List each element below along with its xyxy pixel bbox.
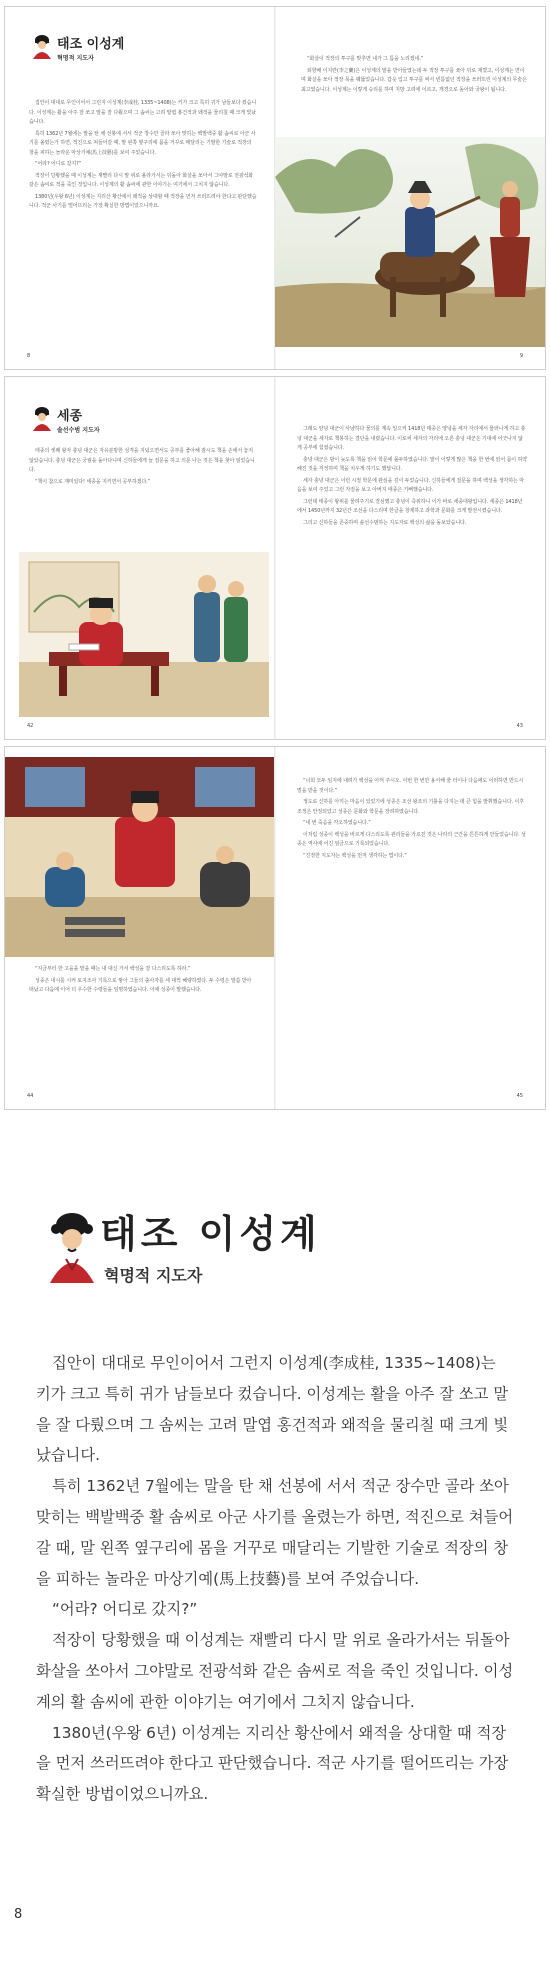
spread3-left-page [5, 747, 275, 1109]
paragraph: 1380년(우왕 6년) 이성계는 지리산 황산에서 왜적을 상대할 때 적장을 먼저 쓰러뜨려야 한다고 판단했습니다. 적군 사기를 떨어뜨리는 가장 확실한 방법이었으니까요. [29, 193, 257, 209]
spread2-title: 세종 [57, 409, 83, 424]
spread2-right-page [275, 377, 545, 739]
spread3-left-text [29, 965, 257, 998]
page-number: 44 [27, 1093, 34, 1099]
page-number: 9 [519, 353, 523, 359]
paragraph: 집안이 대대로 무인이어서 그런지 이성계(李成桂, 1335~1408)는 키가 크고 특히 귀가 남들보다 컸습니다. 이성계는 활을 아주 잘 쏘고 말을 잘 다뤘으며 그 솜씨는 고려 말엽 홍건적과 왜적을 물리칠 때 크게 빛났습니다. [29, 100, 257, 125]
paragraph: “지금부터 한 고을을 맡을 때는 내 대신 가서 백성을 잘 다스리도록 하라.” [35, 966, 191, 972]
spread3-right-page [275, 747, 545, 1109]
paragraph: 특히 1362년 7월에는 말을 탄 채 선봉에 서서 적군 장수만 골라 쏘아 맞히는 백발백중 활 솜씨로 아군 사기를 올렸는가 하면, 적진으로 쳐들어갈 때, 말 왼쪽 옆구리에 몸을 거꾸로 매달리는 기발한 기술로 적장의 창을 피하는 놀라운 마상기예(馬上技藝)를 보여 주었습니다. [29, 130, 256, 156]
spread3-right-text [297, 777, 527, 863]
paragraph: 정도로 신하를 아끼는 마음이 있었기에 성종은 조선 왕조의 기틀을 다지는 데 큰 힘을 발휘했습니다. 이후 조정은 안정되었고 성종은 문화와 학문을 장려하였습니다. [297, 799, 525, 815]
page-number: 8 [27, 353, 31, 359]
page-number: 43 [516, 723, 523, 729]
paragraph: “네 번 죽음을 각오하였습니다.” [303, 820, 371, 826]
paragraph: 집안이 대대로 무인이어서 그런지 이성계(李成桂, 1335~1408)는 키가 크고 특히 귀가 남들보다 컸습니다. 이성계는 활을 아주 잘 쏘고 말을 잘 다뤘으며 그 솜씨는 고려 말엽 홍건적과 왜적을 물리칠 때 크게 빛났습니다. [36, 1354, 509, 1465]
paragraph: “책이 참으로 재미있다! 세종을 지키면서 공부하겠다.” [35, 478, 151, 485]
spread2-subtitle: 솔선수범 지도자 [57, 427, 100, 434]
king-figure-icon [31, 405, 53, 431]
book-spread-1 [4, 6, 546, 370]
paragraph: 충녕 대군은 밤이 늦도록 책을 읽어 학문에 몰두하였습니다. 말이 이렇게 많은 책을 한 번에 읽어 몸이 허약해진 것을 걱정하며 책을 치우게 하기도 했답니다. [297, 456, 527, 472]
king-figure-icon [31, 33, 53, 59]
spread2-left-text [29, 447, 257, 489]
paragraph: 적장이 당황했을 때 이성계는 재빨리 다시 말 위로 올라가서는 뒤돌아 화살을 쏘아서 그야말로 전광석화 같은 솜씨로 적을 죽인 것입니다. 이성계의 활 솜씨에 관한 이야기는 여기에서 그치지 않습니다. [36, 1631, 514, 1711]
spread1-right-text [301, 55, 527, 97]
spread1-left-text [29, 99, 257, 214]
paragraph: 세자 충녕 대군은 이런 시절 학문에 관심을 깊이 두었습니다. 신하들에게 질문을 하며 백성을 생각하는 마음을 보여 주었고 그런 자질을 보고 아버지 태종은 기뻐했습니다. [297, 477, 525, 493]
spread2-left-page [5, 377, 275, 739]
spread1-right-page [275, 7, 545, 369]
paragraph: 퇴향해 이지란(李之蘭)은 이성계의 말을 받아들였는데 두 적장 투구를 쏘아 뒤로 재꼈고, 이성계는 면이며 화살을 쏘아 적장 목을 꿰뚫었습니다. 갑옷 입고 투구를 써서 빈틈없던 적장을 쓰러뜨린 이성계의 무술은 최고였습니다. 이성계는 이렇게 승리를 하며 지방 고려에 이르고, 개경으로 돌아와 국왕이 됩니다. [301, 67, 527, 93]
paragraph: “어라? 어디로 갔지?” [35, 161, 82, 167]
page-subtitle: 혁명적 지도자 [104, 1266, 203, 1285]
page8-body-text [36, 1348, 514, 1810]
paragraph: 적장이 당황했을 때 이성계는 재빨리 다시 말 위로 올라가서는 뒤돌아 화살을 쏘아서 그야말로 전광석화 같은 솜씨로 적을 죽인 것입니다. 이성계의 활 솜씨에 관한 이야기는 여기에서 그치지 않습니다. [29, 172, 254, 188]
page-number: 45 [516, 1093, 523, 1099]
paragraph: 이처럼 성종이 백성을 바르게 다스리도록 관리들을 가르친 것은 나라의 근간을 튼튼하게 만들었습니다. 성종은 역사에 어진 임금으로 기록되었습니다. [297, 831, 526, 847]
spread2-right-text [297, 425, 527, 530]
paragraph: “너희 모두 임지에 내려가 백성을 아껴 주시오. 이번 한 번만 용서해 줄 터이나 다음에도 이러하면 반드시 벌을 받을 것이다.” [297, 778, 524, 794]
page-title: 태조 이성계 [100, 1212, 321, 1256]
book-spread-3 [4, 746, 546, 1110]
page-number: 8 [14, 1907, 23, 1922]
paragraph: 그래도 양녕 대군이 사냥하다 물의를 계속 일으켜 1418년 태종은 양녕을 세자 자리에서 물러나게 하고 충녕 대군을 세자로 책봉하는 결단을 내렸습니다. 이로써 세자의 자리에 오른 충녕 대군은 기대에 어긋나지 않게 공부에 힘썼습니다. [297, 426, 526, 451]
spread1-subtitle: 혁명적 지도자 [57, 55, 94, 62]
battle-illustration [275, 137, 545, 347]
spread1-title: 태조 이성계 [57, 37, 125, 52]
paragraph: 그런데 태종이 왕위를 물려주기로 결심했고 충녕이 즉위하니 이가 바로 세종대왕입니다. 세종은 1418년에서 1450년까지 32년간 조선을 다스리며 한글을 창제하고 과학과 문화를 크게 발전시켰습니다. [297, 498, 523, 514]
spread1-title-block [31, 33, 124, 62]
palace-study-illustration [19, 552, 269, 717]
paragraph: “화살이 적장의 투구를 맞추면 내가 그 틈을 노리겠네.” [307, 56, 424, 62]
spread2-title-block [31, 405, 100, 434]
king-figure-icon [48, 1209, 96, 1283]
paragraph: 특히 1362년 7월에는 말을 탄 채 선봉에 서서 적군 장수만 골라 쏘아 맞히는 백발백중 활 솜씨로 아군 사기를 올렸는가 하면, 적진으로 쳐들어갈 때, 말 왼쪽 옆구리에 몸을 거꾸로 매달리는 기발한 기술로 적장의 창을 피하는 놀라운 마상기예(馬上技藝)를 보여 주었습니다. [36, 1477, 514, 1588]
paragraph: 그리고 신하들을 존중하며 솔선수범하는 지도자로 백성의 삶을 돌보았습니다. [303, 519, 467, 526]
page-number: 42 [27, 723, 34, 729]
paragraph: “어라? 어디로 갔지?” [52, 1600, 198, 1619]
paragraph: 태종의 셋째 왕자 충녕 대군은 자유분방한 성격을 지녔으면서도 공부를 좋아해 잠시도 책을 손에서 놓지 않았습니다. 충녕 대군은 궁궐을 돌아다니며 신하들에게 늘 질문을 하고 의문 나는 것은 책을 찾아 읽었습니다. [29, 448, 255, 473]
court-audience-illustration [5, 757, 275, 957]
book-spread-2 [4, 376, 546, 740]
page8-title-block [48, 1203, 508, 1293]
spread1-left-page [5, 7, 275, 369]
paragraph: 성종은 내시를 시켜 토지조사 기록으로 쌓아 그들의 출사자를 세 대씩 혜량하였다. 두 수령은 말씀 받아 떠났고 다음에 이어 더 우수한 수령들을 임명하였습니다. 이에 성종이 말했습니다. [29, 977, 252, 993]
paragraph: “진정한 지도자는 백성을 먼저 생각하는 법이다.” [303, 852, 407, 859]
paragraph: 1380년(우왕 6년) 이성계는 지리산 황산에서 왜적을 상대할 때 적장을 먼저 쓰러뜨려야 한다고 판단했습니다. 적군 사기를 떨어뜨리는 가장 확실한 방법이었으니까요. [36, 1723, 509, 1804]
